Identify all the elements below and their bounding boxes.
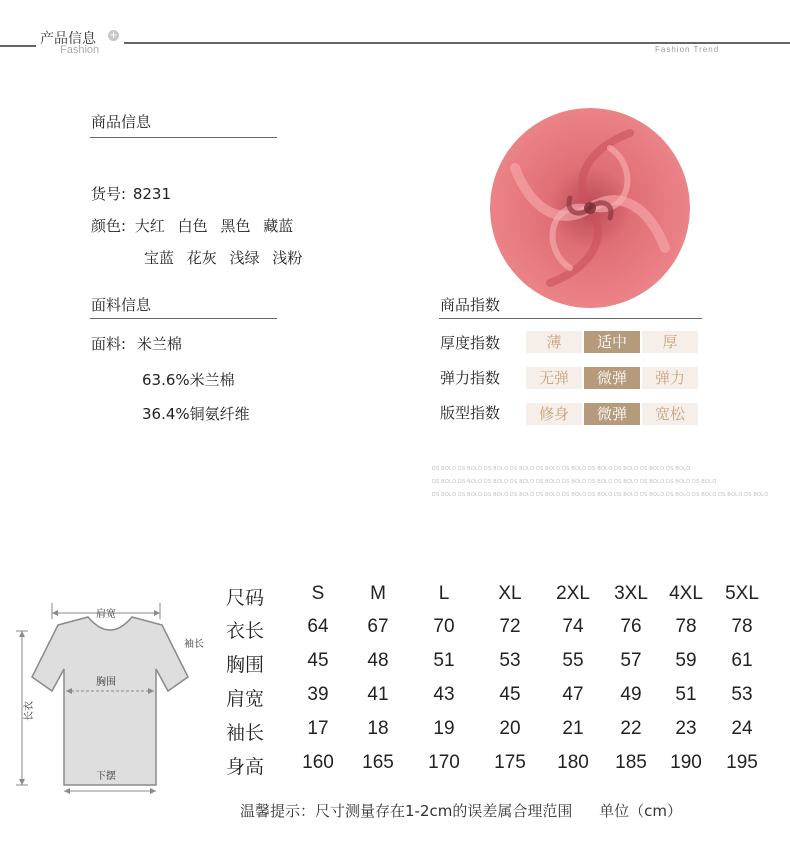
header-rule-left [0,45,36,47]
item-number [91,183,171,204]
size-cell: 19 [433,718,455,739]
product-info-title: 商品信息 [91,113,152,131]
size-cell: 195 [726,752,758,773]
fabric-swirl-image [490,108,690,308]
size-cell: 47 [562,684,584,705]
item-number-label: 货号: [91,185,127,203]
unit-text: 单位（cm） [599,802,683,820]
size-cell: 51 [433,650,455,671]
size-cell: 55 [562,650,584,671]
elasticity-option-stretch: 弹力 [642,367,698,389]
color-option: 浅粉 [272,249,303,267]
size-header-cell: S [311,583,325,604]
size-cell: 76 [620,616,642,637]
composition-line-1: 63.6%米兰棉 [142,371,235,389]
length-label: 长衣 [24,701,35,721]
size-header-label: 尺码 [225,587,264,609]
size-row-label: 袖长 [225,722,264,744]
color-option: 藏蓝 [263,217,294,235]
thickness-option-thick: 厚 [642,331,698,353]
size-cell: 70 [433,616,455,637]
index-title: 商品指数 [440,296,501,314]
size-cell: 51 [675,684,697,705]
header-trend: Fashion Trend [655,45,720,54]
watermark-row: DS BOLO DS BOLO DS BOLO DS BOLO DS BOLO DS BOLO DS BOLO DS BOLO DS BOLO DS BOLO DS BOLO DS BOLO DS BOLO [432,492,769,498]
size-header-cell: 3XL [614,583,648,604]
hem-label: 下摆 [96,771,116,782]
size-header-cell: XL [498,583,522,604]
tshirt-shape [32,617,188,785]
size-cell: 67 [367,616,389,637]
size-row-label: 胸围 [225,654,264,676]
color-option: 黑色 [220,217,251,235]
size-row-label: 衣长 [225,620,264,642]
sleeve-label: 袖长 [184,639,204,650]
fabric-swirl-graphic [490,108,690,308]
size-cell: 78 [731,616,753,637]
chest-label: 胸围 [96,677,116,688]
header-title: 产品信息 [40,31,96,47]
size-cell: 24 [731,718,753,739]
size-header-cell: 5XL [725,583,759,604]
size-cell: 45 [499,684,521,705]
material-line [91,333,182,354]
size-cell: 175 [494,752,526,773]
size-cell: 20 [499,718,521,739]
item-number-value: 8231 [132,185,172,203]
size-cell: 74 [562,616,584,637]
colors-row-1 [91,215,301,236]
size-cell: 23 [675,718,697,739]
tshirt-measure-diagram [10,595,215,800]
size-cell: 160 [302,752,334,773]
size-cell: 53 [499,650,521,671]
fit-option-slim: 修身 [526,403,582,425]
fit-option-slight: 微弹 [584,403,640,425]
size-cell: 190 [670,752,702,773]
size-cell: 170 [428,752,460,773]
size-cell: 165 [362,752,394,773]
index-rule [439,318,702,319]
fit-option-loose: 宽松 [642,403,698,425]
thickness-option-thin: 薄 [526,331,582,353]
colors-row-2 [144,247,310,268]
size-cell: 64 [307,616,329,637]
size-cell: 45 [307,650,329,671]
thickness-index-label: 厚度指数 [440,334,501,352]
shoulder-label: 肩宽 [96,609,116,620]
size-cell: 180 [557,752,589,773]
size-cell: 185 [615,752,647,773]
fabric-info-title: 面料信息 [91,296,152,314]
size-header-cell: 2XL [556,583,590,604]
size-cell: 21 [562,718,584,739]
thickness-option-medium: 适中 [584,331,640,353]
size-header-cell: M [370,583,386,604]
size-cell: 17 [307,718,329,739]
watermark-row: DS BOLO DS BOLO DS BOLO DS BOLO DS BOLO DS BOLO DS BOLO DS BOLO DS BOLO DS BOLO [432,466,691,472]
elasticity-index-label: 弹力指数 [440,369,501,387]
plus-icon: + [109,30,118,41]
color-option: 浅绿 [229,249,260,267]
size-cell: 48 [367,650,389,671]
size-cell: 72 [499,616,521,637]
size-cell: 43 [433,684,455,705]
size-cell: 41 [367,684,389,705]
size-header-cell: 4XL [669,583,703,604]
color-option: 花灰 [186,249,217,267]
size-row-label: 身高 [225,756,264,778]
size-cell: 53 [731,684,753,705]
size-cell: 78 [675,616,697,637]
elasticity-option-none: 无弹 [526,367,582,389]
tip-text: 温馨提示：尺寸测量存在1-2cm的误差属合理范围 [240,802,573,820]
size-cell: 57 [620,650,642,671]
color-option: 白色 [177,217,208,235]
size-cell: 22 [620,718,642,739]
size-cell: 18 [367,718,389,739]
fabric-info-rule [90,318,277,319]
fit-index-label: 版型指数 [440,404,501,422]
colors-label: 颜色: [91,217,127,235]
material-label: 面料: [91,335,127,353]
size-cell: 49 [620,684,642,705]
size-header-cell: L [438,583,450,604]
color-option: 宝蓝 [144,249,175,267]
size-row-label: 肩宽 [225,688,264,710]
size-cell: 59 [675,650,697,671]
measurement-tip [240,800,682,821]
product-info-rule [90,137,277,138]
color-option: 大红 [134,217,165,235]
elasticity-option-slight: 微弹 [584,367,640,389]
composition-line-2: 36.4%铜氨纤维 [142,405,250,423]
header-rule-right [124,42,790,44]
size-cell: 39 [307,684,329,705]
size-cell: 61 [731,650,753,671]
watermark-row: DS BOLO DS BOLO DS BOLO DS BOLO DS BOLO DS BOLO DS BOLO DS BOLO DS BOLO DS BOLO DS BOLO [432,479,717,485]
header-subtitle: Fashion [60,44,100,56]
material-value: 米兰棉 [136,335,182,353]
